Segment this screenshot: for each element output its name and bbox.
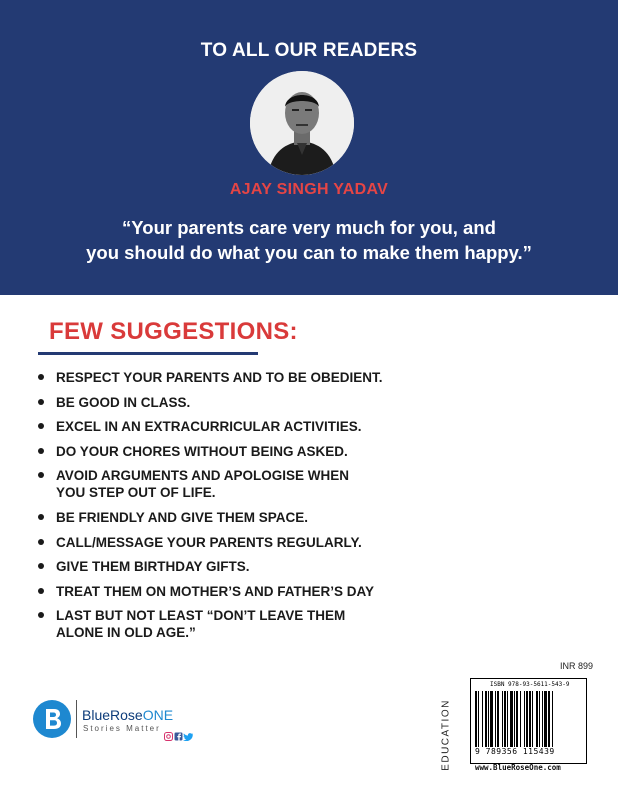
isbn-label: ISBN 978-93-5611-543-9 — [490, 681, 570, 688]
barcode-bar — [516, 691, 518, 747]
list-item-text-continued: ALONE IN OLD AGE.” — [56, 625, 196, 641]
bullet-icon — [38, 514, 44, 520]
list-item-text: CALL/MESSAGE YOUR PARENTS REGULARLY. — [56, 534, 362, 550]
list-item-text: BE GOOD IN CLASS. — [56, 394, 191, 410]
bullet-icon — [38, 563, 44, 569]
bullet-icon — [38, 539, 44, 545]
instagram-icon — [165, 733, 173, 741]
title-underline — [38, 352, 258, 355]
bullet-icon — [38, 612, 44, 618]
list-item-text: BE FRIENDLY AND GIVE THEM SPACE. — [56, 509, 309, 525]
barcode-bar — [514, 691, 515, 747]
quote-line: “Your parents care very much for you, and — [122, 217, 496, 238]
bullet-icon — [38, 423, 44, 429]
barcode-bar — [544, 691, 547, 747]
barcode-bar — [485, 691, 487, 747]
social-icons — [164, 732, 194, 743]
list-item — [36, 418, 383, 435]
barcode-bar — [539, 691, 540, 747]
social-icons-row — [164, 732, 194, 741]
brand-main: BlueRose — [82, 707, 143, 723]
facebook-icon — [175, 733, 183, 741]
list-item-text: AVOID ARGUMENTS AND APOLOGISE WHEN — [56, 468, 350, 484]
list-item-text: EXCEL IN AN EXTRACURRICULAR ACTIVITIES. — [56, 419, 362, 435]
barcode-bar — [495, 691, 496, 747]
list-item-text: GIVE THEM BIRTHDAY GIFTS. — [56, 559, 250, 575]
quote-line: you should do what you can to make them happy.” — [86, 242, 532, 263]
barcode-bars-icon — [475, 691, 582, 747]
barcode-bar — [490, 691, 493, 747]
list-item — [36, 394, 383, 411]
barcode-bar — [510, 691, 513, 747]
bullet-icon — [38, 374, 44, 380]
suggestions-list — [36, 369, 383, 649]
subject-label: EDUCATION — [440, 699, 452, 771]
publisher-website: www.BlueRoseOne.com — [475, 763, 561, 772]
barcode-bar — [504, 691, 506, 747]
author-photo — [250, 71, 354, 175]
barcode-bar — [532, 691, 533, 747]
barcode-bar — [502, 691, 503, 747]
list-item — [36, 369, 383, 386]
barcode-bar — [478, 691, 479, 747]
readers-heading: TO ALL OUR READERS — [200, 40, 418, 61]
brand-suffix: ONE — [142, 707, 174, 723]
barcode-bar — [524, 691, 525, 747]
list-item — [36, 607, 383, 641]
author-name: AJAY SINGH YADAV — [229, 181, 389, 198]
list-item-text: RESPECT YOUR PARENTS AND TO BE OBEDIENT. — [56, 370, 383, 385]
price-label: INR 899 — [560, 661, 594, 671]
list-item — [36, 467, 383, 501]
barcode-bar — [536, 691, 538, 747]
publisher-tagline: Stories Matter — [83, 724, 161, 733]
barcode-bar — [497, 691, 499, 747]
twitter-icon — [183, 733, 193, 741]
bullet-icon — [38, 448, 44, 454]
list-item — [36, 443, 383, 460]
list-item-text-continued: YOU STEP OUT OF LIFE. — [56, 485, 216, 501]
list-item-text: LAST BUT NOT LEAST “DON’T LEAVE THEM — [56, 608, 346, 624]
author-portrait-icon — [250, 71, 354, 175]
barcode-bar — [482, 691, 483, 747]
barcode-bar — [488, 691, 489, 747]
list-item-text: TREAT THEM ON MOTHER’S AND FATHER’S DAY — [56, 583, 375, 599]
publisher-logo-icon — [33, 700, 71, 738]
isbn-number: 9 789356 115439 — [475, 747, 555, 756]
list-item — [36, 558, 383, 575]
barcode-bar — [542, 691, 543, 747]
barcode-bar — [507, 691, 508, 747]
barcode-bar — [475, 691, 477, 747]
suggestions-title: FEW SUGGESTIONS: — [49, 318, 298, 345]
barcode-bar — [526, 691, 528, 747]
bullet-icon — [38, 399, 44, 405]
list-item-text: DO YOUR CHORES WITHOUT BEING ASKED. — [56, 443, 348, 459]
logo-divider — [76, 700, 77, 738]
bullet-icon — [38, 588, 44, 594]
logo-letter-b-icon — [33, 700, 71, 738]
author-quote — [0, 215, 618, 265]
publisher-name — [82, 707, 173, 723]
barcode-bar — [552, 691, 553, 747]
barcode-bar — [520, 691, 521, 747]
list-item — [36, 583, 383, 600]
list-item — [36, 509, 383, 526]
bullet-icon — [38, 472, 44, 478]
barcode-bar — [548, 691, 550, 747]
list-item — [36, 534, 383, 551]
barcode-bar — [529, 691, 531, 747]
